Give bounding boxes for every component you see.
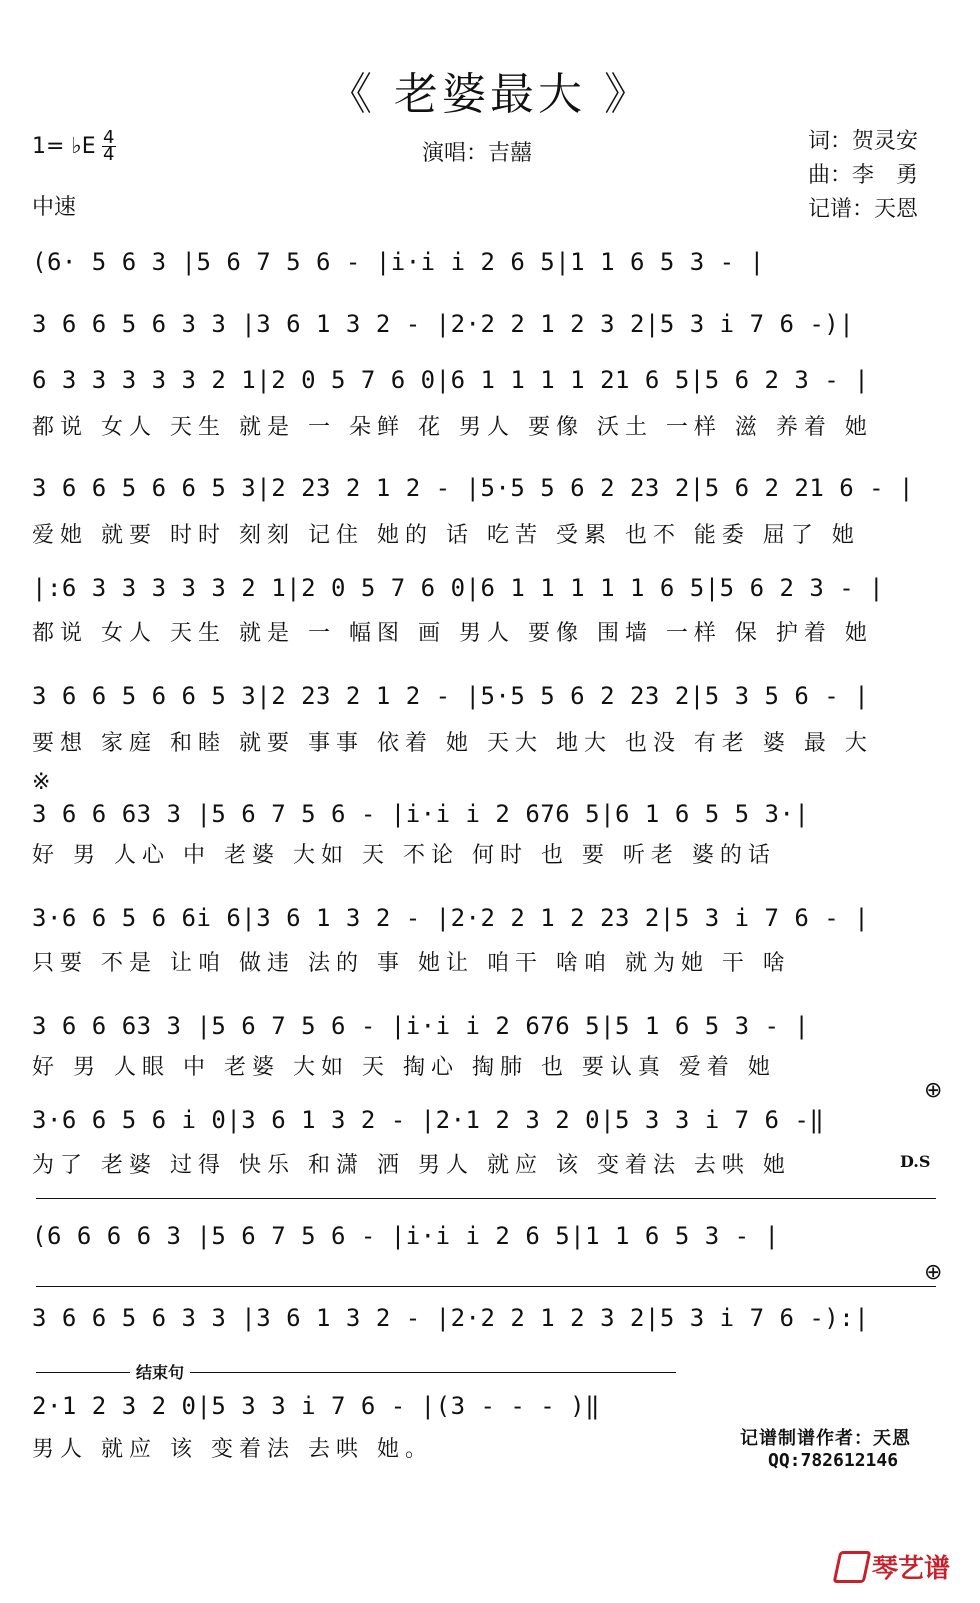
lyrics-row: 要想 家庭 和睦 就要 事事 依着 她 天大 地大 也没 有老 婆 最 大 <box>32 731 873 756</box>
lyrics-row: 好 男 人眼 中 老婆 大如 天 掏心 掏肺 也 要认真 爱着 她 <box>32 1055 776 1080</box>
notation-row: (6· 5 6 3 |5 6 7 5 6 - |i·i i 2 6 5|1 1 6 5 3 - | <box>32 248 765 276</box>
composer-credit: 曲：李 勇 <box>808 163 919 188</box>
notation-row: 3 6 6 5 6 6 5 3|2 23 2 1 2 - |5·5 5 6 2 23 2|5 6 2 21 6 - | <box>32 474 915 502</box>
transcriber-credit: 记谱：天恩 <box>808 197 919 222</box>
notation-row: 3 6 6 63 3 |5 6 7 5 6 - |i·i i 2 676 5|5 1 6 5 3 - | <box>32 1012 810 1040</box>
segno-sign: ※ <box>32 770 51 795</box>
qq-contact: QQ:782612146 <box>768 1450 899 1471</box>
lyrics-row: 只要 不是 让咱 做违 法的 事 她让 咱干 啥咱 就为她 干 啥 <box>32 951 791 976</box>
ending-label: 结束句 <box>130 1360 190 1383</box>
lyrics-row: 都说 女人 天生 就是 一 幅图 画 男人 要像 围墙 一样 保 护着 她 <box>32 621 873 646</box>
notation-row: 3·6 6 5 6 6i 6|3 6 1 3 2 - |2·2 2 1 2 23 2|5 3 i 7 6 - | <box>32 904 870 932</box>
lyrics-row: 好 男 人心 中 老婆 大如 天 不论 何时 也 要 听老 婆的话 <box>32 843 776 868</box>
notation-row: |:6 3 3 3 3 3 2 1|2 0 5 7 6 0|6 1 1 1 1 1 6 5|5 6 2 3 - | <box>32 574 885 602</box>
brand-logo <box>836 1548 950 1585</box>
tempo-label: 中速 <box>32 195 77 220</box>
key-signature <box>32 127 116 165</box>
notation-row: 3·6 6 5 6 i 0|3 6 1 3 2 - |2·1 2 3 2 0|5 3 3 i 7 6 -‖ <box>32 1106 825 1134</box>
notation-row: 3 6 6 63 3 |5 6 7 5 6 - |i·i i 2 676 5|6 1 6 5 5 3·| <box>32 800 810 828</box>
volta-line <box>36 1198 936 1199</box>
lyrics-row: 为了 老婆 过得 快乐 和潇 洒 男人 就应 该 变着法 去哄 她 <box>32 1153 791 1178</box>
volta-line <box>36 1286 936 1287</box>
coda-sign: ⊕ <box>924 1260 943 1285</box>
time-signature: 4 4 <box>102 127 115 165</box>
singer-credit: 演唱：吉囍 <box>422 141 533 166</box>
brand-name: 琴艺谱 <box>871 1554 950 1584</box>
ds-mark: D.S <box>900 1152 931 1171</box>
notation-row: 6 3 3 3 3 3 2 1|2 0 5 7 6 0|6 1 1 1 1 21 6 5|5 6 2 3 - | <box>32 366 870 394</box>
lyrics-row: 男人 就应 该 变着法 去哄 她。 <box>32 1437 433 1462</box>
notation-row: 3 6 6 5 6 3 3 |3 6 1 3 2 - |2·2 2 1 2 3 2|5 3 i 7 6 -)| <box>32 310 855 338</box>
key-label: 1= ♭E <box>32 134 96 159</box>
brand-logo-icon <box>833 1551 872 1583</box>
coda-sign: ⊕ <box>924 1078 943 1103</box>
notation-row: 2·1 2 3 2 0|5 3 3 i 7 6 - |(3 - - - )‖ <box>32 1392 601 1420</box>
author-credit: 记谱制谱作者：天恩 <box>740 1428 911 1449</box>
notation-row: 3 6 6 5 6 6 5 3|2 23 2 1 2 - |5·5 5 6 2 23 2|5 3 5 6 - | <box>32 682 870 710</box>
lyrics-row: 都说 女人 天生 就是 一 朵鲜 花 男人 要像 沃土 一样 滋 养着 她 <box>32 415 873 440</box>
lyricist-credit: 词：贺灵安 <box>808 129 919 154</box>
notation-row: (6 6 6 6 3 |5 6 7 5 6 - |i·i i 2 6 5|1 1 6 5 3 - | <box>32 1222 780 1250</box>
score-title: 《 老婆最大 》 <box>328 69 652 120</box>
notation-row: 3 6 6 5 6 3 3 |3 6 1 3 2 - |2·2 2 1 2 3 2|5 3 i 7 6 -):| <box>32 1304 870 1332</box>
lyrics-row: 爱她 就要 时时 刻刻 记住 她的 话 吃苦 受累 也不 能委 屈了 她 <box>32 523 860 548</box>
